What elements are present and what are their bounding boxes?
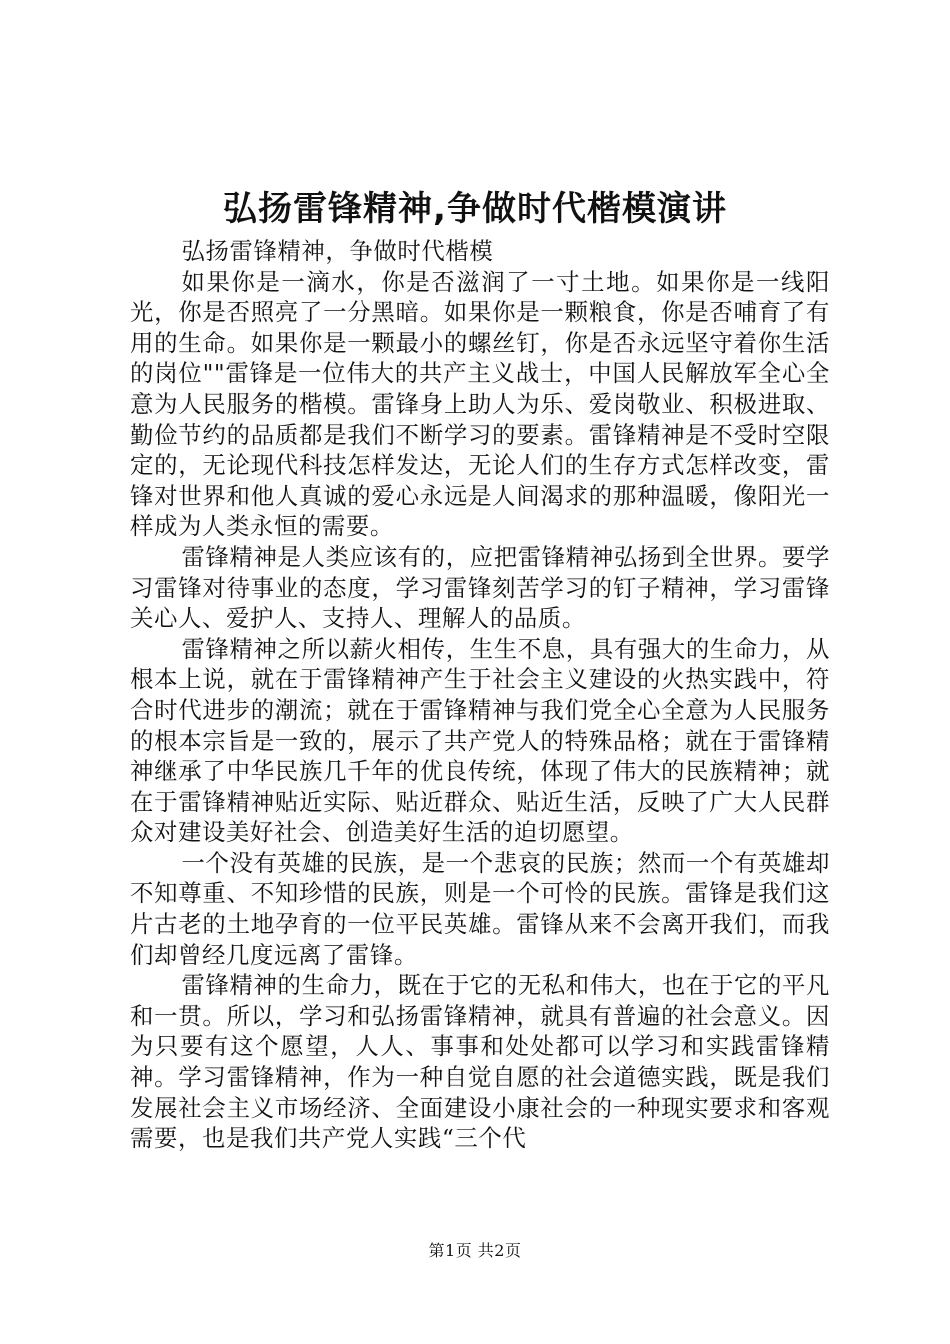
document-title: 弘扬雷锋精神,争做时代楷模演讲 [223, 189, 727, 229]
paragraph: 雷锋精神的生命力，既在于它的无私和伟大，也在于它的平凡和一贯。所以，学习和弘扬雷锋精神，就具有普遍的社会意义。因为只要有这个愿望，人人、事事和处处都可以学习和实践雷锋精神。学习雷锋精神，作为一种自觉自愿的社会道德实践，既是我们发展社会主义市场经济、全面建设小康社会的一种现实要求和客观需要，也是我们共产党人实践“三个代 [130, 971, 830, 1153]
paragraph: 雷锋精神是人类应该有的，应把雷锋精神弘扬到全世界。要学习雷锋对待事业的态度，学习雷锋刻苦学习的钉子精神，学习雷锋关心人、爱护人、支持人、理解人的品质。 [130, 542, 830, 633]
document-body [130, 236, 830, 1186]
paragraph-subtitle: 弘扬雷锋精神，争做时代楷模 [181, 237, 494, 265]
paragraph: 一个没有英雄的民族，是一个悲哀的民族；然而一个有英雄却不知尊重、不知珍惜的民族，则是一个可怜的民族。雷锋是我们这片古老的土地孕育的一位平民英雄。雷锋从来不会离开我们，而我们却曾经几度远离了雷锋。 [130, 848, 830, 969]
paragraph: 雷锋精神之所以薪火相传，生生不息，具有强大的生命力，从根本上说，就在于雷锋精神产生于社会主义建设的火热实践中，符合时代进步的潮流；就在于雷锋精神与我们党全心全意为人民服务的根本宗旨是一致的，展示了共产党人的特殊品格；就在于雷锋精神继承了中华民族几千年的优良传统，体现了伟大的民族精神；就在于雷锋精神贴近实际、贴近群众、贴近生活，反映了广大人民群众对建设美好社会、创造美好生活的迫切愿望。 [130, 634, 830, 847]
paragraph: 如果你是一滴水，你是否滋润了一寸土地。如果你是一线阳光，你是否照亮了一分黑暗。如果你是一颗粮食，你是否哺育了有用的生命。如果你是一颗最小的螺丝钉，你是否永远坚守着你生活的岗位""雷锋是一位伟大的共产主义战士，中国人民解放军全心全意为人民服务的楷模。雷锋身上助人为乐、爱岗敬业、积极进取、勤俭节约的品质都是我们不断学习的要素。雷锋精神是不受时空限定的，无论现代科技怎样发达，无论人们的生存方式怎样改变，雷锋对世界和他人真诚的爱心永远是人间渴求的那种温暖，像阳光一样成为人类永恒的需要。 [130, 267, 830, 541]
page-number-footer: 第1页 共2页 [428, 1241, 522, 1260]
